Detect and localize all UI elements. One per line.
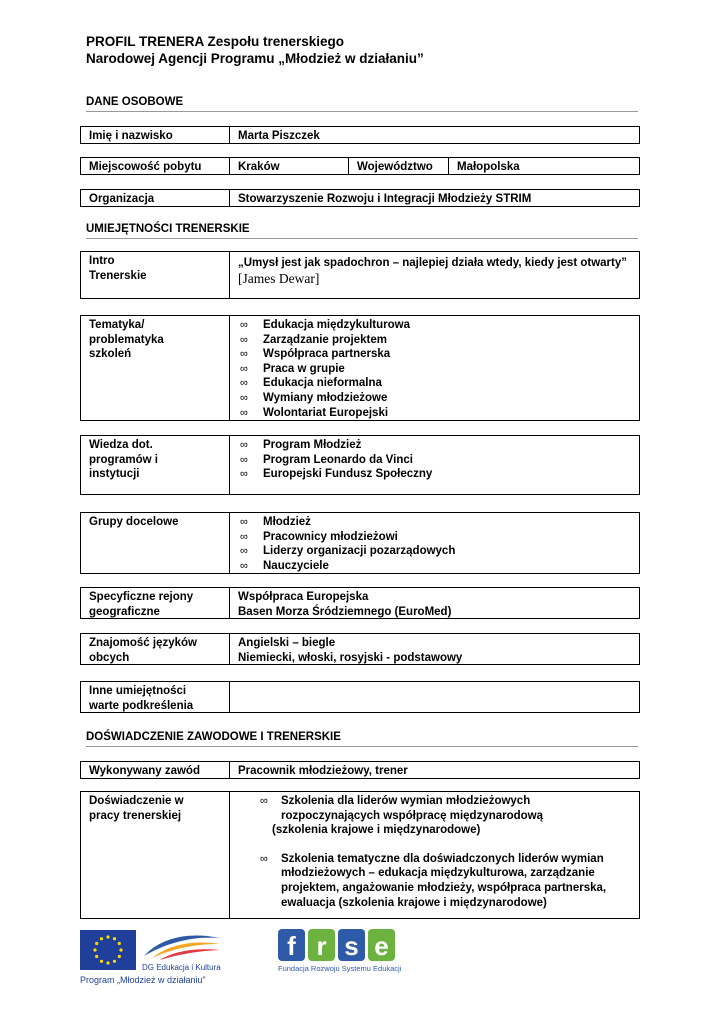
- title-line-1: PROFIL TRENERA Zespołu trenerskiego: [86, 34, 345, 49]
- bullet-icon: ∞: [240, 362, 248, 375]
- regions-label: [81, 588, 229, 618]
- training-row: [80, 791, 640, 919]
- bullet-icon: ∞: [240, 468, 248, 481]
- list-item: ∞ Wolontariat Europejski: [240, 406, 389, 419]
- province-value: Małopolska: [448, 158, 639, 174]
- groups-row: [80, 512, 640, 574]
- frse-letter-4: e: [374, 931, 389, 961]
- eu-flag-icon: [80, 930, 136, 970]
- intro-label-line-1: Intro: [89, 255, 115, 267]
- list-item: ∞ Zarządzanie projektem: [240, 333, 387, 346]
- frse-letter-1: f: [287, 931, 296, 961]
- bullet-icon: ∞: [240, 453, 248, 466]
- list-item: ∞ Nauczyciele: [240, 559, 329, 572]
- knowledge-label: [81, 436, 229, 494]
- intro-quote-author: [James Dewar]: [238, 271, 320, 286]
- regions-label-line-2: geograficzne: [89, 605, 160, 618]
- knowledge-label-line-2: programów i: [89, 453, 159, 466]
- eu-star-icon: [106, 935, 109, 938]
- list-item: ∞ Młodzież: [240, 516, 311, 528]
- organization-value: Stowarzyszenie Rozwoju i Integracji Młodzieży STRIM: [229, 190, 639, 206]
- eu-star-icon: [118, 955, 121, 958]
- list-item: ∞ Program Leonardo da Vinci: [240, 453, 413, 466]
- list-item: ∞ Europejski Fundusz Społeczny: [240, 468, 433, 481]
- regions-label-line-1: Specyficzne rejony: [89, 591, 194, 603]
- bullet-icon: ∞: [240, 439, 248, 451]
- intro-quote-text: „Umysł jest jak spadochron – najlepiej działa wtedy, kiedy jest otwarty”: [238, 257, 628, 269]
- other-skills-label: [81, 682, 229, 712]
- topics-label-line-1: Tematyka/: [89, 319, 145, 331]
- list-item: ∞ Liderzy organizacji pozarządowych: [240, 545, 456, 558]
- languages-label-line-1: Znajomość języków: [89, 637, 198, 649]
- bullet-icon: ∞: [260, 852, 268, 865]
- frse-letter-2: r: [316, 931, 327, 961]
- languages-value: [229, 634, 639, 664]
- organization-label: Organizacja: [89, 193, 155, 205]
- topics-row: [80, 315, 640, 421]
- bullet-icon: ∞: [240, 348, 248, 361]
- bullet-icon: ∞: [260, 795, 268, 807]
- list-item: ∞ Szkolenia tematyczne dla doświadczonych liderów wymian młodzieżowych – edukacja międzykulturowa, zarządzanie projektem, angażowanie młodzieży, współpraca partnerska, ewaluacja (szkolenia krajowe i międzynarodowe): [260, 852, 607, 909]
- list-item: ∞ Edukacja nieformalna: [240, 377, 382, 390]
- intro-quote: [229, 252, 639, 298]
- name-value: Marta Piszczek: [229, 127, 639, 143]
- regions-row: [80, 587, 640, 619]
- topics-label: [81, 316, 229, 420]
- eu-star-icon: [106, 961, 109, 964]
- bullet-icon: ∞: [240, 559, 248, 572]
- job-row: [80, 761, 640, 779]
- eu-star-icon: [113, 937, 116, 940]
- other-skills-label-line-2: warte podkreślenia: [89, 699, 194, 712]
- list-item: ∞ Pracownicy młodzieżowi: [240, 530, 398, 543]
- frse-logo-icon: [278, 927, 398, 963]
- name-label: Imię i nazwisko: [89, 130, 173, 142]
- name-row: [80, 126, 640, 144]
- section-skills-heading: UMIEJĘTNOŚCI TRENERSKIE: [86, 222, 638, 239]
- eu-star-icon: [118, 942, 121, 945]
- bullet-icon: ∞: [240, 333, 248, 346]
- intro-row: [80, 251, 640, 299]
- list-item: ∞ Współpraca partnerska: [240, 348, 391, 361]
- languages-value-line-1: Angielski – biegle: [238, 637, 336, 649]
- intro-label: [81, 252, 229, 298]
- knowledge-row: [80, 435, 640, 495]
- page-title: [86, 33, 424, 67]
- bullet-icon: ∞: [240, 516, 248, 528]
- bullet-icon: ∞: [240, 377, 248, 390]
- regions-value-line-2: Basen Morza Śródziemnego (EuroMed): [238, 605, 452, 618]
- other-skills-row: [80, 681, 640, 713]
- eu-star-icon: [119, 948, 122, 951]
- topics-list: [229, 316, 639, 420]
- section-experience-heading: DOŚWIADCZENIE ZAWODOWE I TRENERSKIE: [86, 730, 638, 747]
- job-value: Pracownik młodzieżowy, trener: [229, 762, 639, 778]
- dg-swoosh-icon: [142, 930, 222, 964]
- topics-label-line-3: szkoleń: [89, 348, 132, 361]
- list-item: ∞ Wymiany młodzieżowe: [240, 391, 388, 404]
- bullet-icon: ∞: [240, 391, 248, 404]
- bullet-icon: ∞: [240, 406, 248, 419]
- city-label: Miejscowość pobytu: [89, 161, 202, 173]
- title-line-2: Narodowej Agencji Programu „Młodzież w działaniu”: [86, 51, 424, 66]
- languages-value-line-2: Niemiecki, włoski, rosyjski - podstawowy: [238, 651, 463, 664]
- bullet-icon: ∞: [240, 530, 248, 543]
- groups-list: [229, 513, 639, 573]
- eu-star-icon: [100, 960, 103, 963]
- dg-text: DG Edukacja i Kultura: [142, 963, 221, 972]
- training-label-line-2: pracy trenerskiej: [89, 809, 182, 822]
- eu-stars-icon: [80, 930, 136, 970]
- eu-star-icon: [113, 960, 116, 963]
- languages-label-line-2: obcych: [89, 651, 130, 664]
- eu-star-icon: [100, 937, 103, 940]
- languages-label: [81, 634, 229, 664]
- topics-label-line-2: problematyka: [89, 333, 164, 346]
- regions-value-line-1: Współpraca Europejska: [238, 591, 369, 603]
- bullet-icon: ∞: [240, 319, 248, 331]
- languages-row: [80, 633, 640, 665]
- list-item: ∞ Szkolenia dla liderów wymian młodzieżowych rozpoczynających współpracę międzynarodową (szkolenia krajowe i międzynarodowe): [260, 795, 544, 837]
- training-label: [81, 792, 229, 918]
- eu-star-icon: [93, 948, 96, 951]
- list-item: ∞ Praca w grupie: [240, 362, 345, 375]
- training-list: [229, 792, 639, 918]
- city-value: Kraków: [229, 158, 348, 174]
- section-personal-heading: DANE OSOBOWE: [86, 95, 638, 112]
- knowledge-list: [229, 436, 639, 494]
- city-row: [80, 157, 640, 175]
- list-item: ∞ Program Młodzież: [240, 439, 362, 451]
- eu-star-icon: [95, 955, 98, 958]
- job-label: Wykonywany zawód: [89, 765, 200, 777]
- bullet-icon: ∞: [240, 545, 248, 558]
- frse-text: Fundacja Rozwoju Systemu Edukacji: [278, 964, 402, 973]
- eu-star-icon: [95, 942, 98, 945]
- knowledge-label-line-3: instytucji: [89, 468, 140, 481]
- organization-row: [80, 189, 640, 207]
- knowledge-label-line-1: Wiedza dot.: [89, 439, 153, 451]
- province-label: Województwo: [348, 158, 448, 174]
- other-skills-value: [229, 682, 639, 712]
- regions-value: [229, 588, 639, 618]
- groups-label: Grupy docelowe: [89, 516, 179, 528]
- frse-letter-3: s: [344, 931, 359, 961]
- training-label-line-1: Doświadczenie w: [89, 795, 184, 807]
- intro-label-line-2: Trenerskie: [89, 269, 147, 282]
- program-text: Program „Młodzież w działaniu”: [80, 975, 206, 985]
- other-skills-label-line-1: Inne umiejętności: [89, 685, 187, 697]
- list-item: ∞ Edukacja międzykulturowa: [240, 319, 410, 331]
